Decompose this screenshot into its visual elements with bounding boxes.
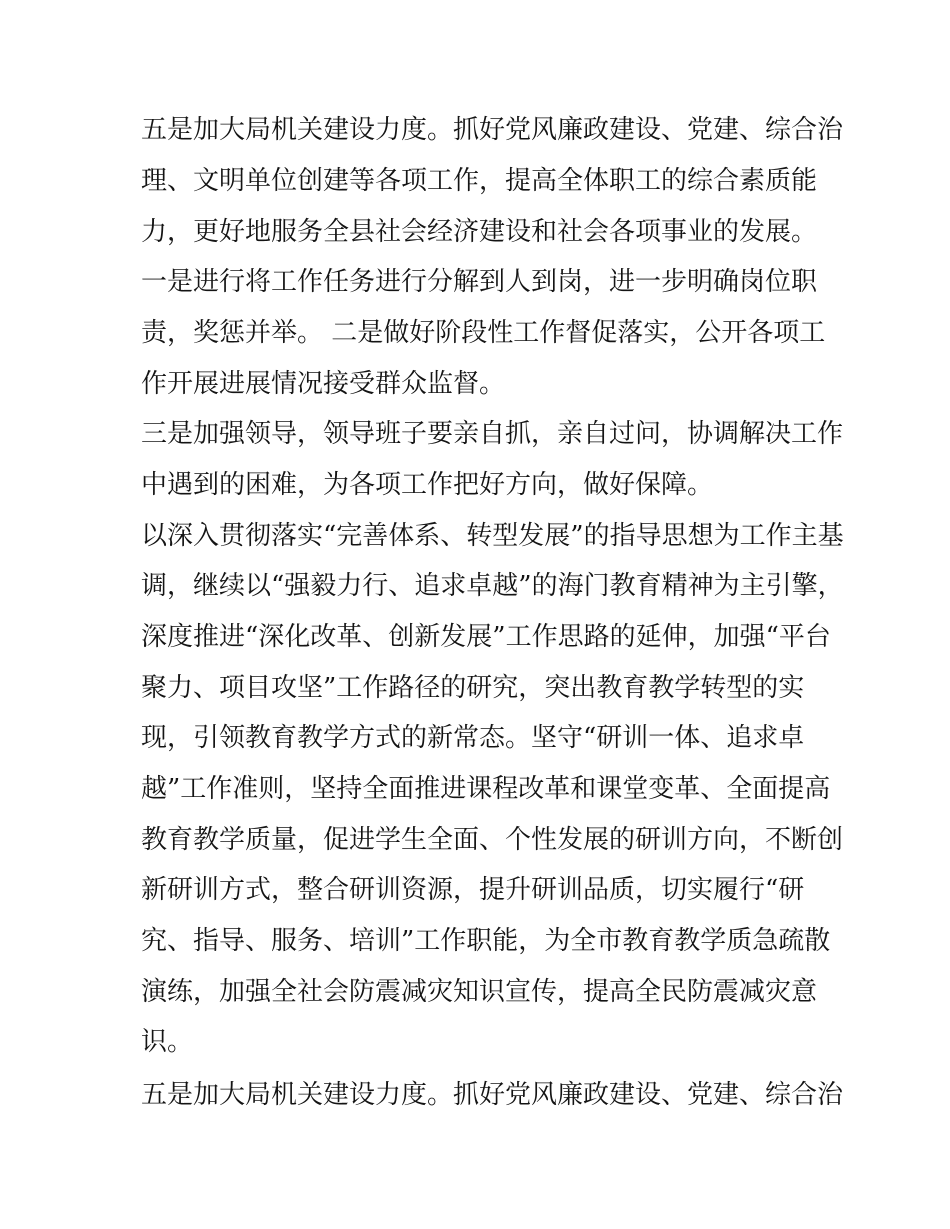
text-line: 识。 bbox=[141, 1027, 194, 1057]
text-line: 新研训方式，整合研训资源，提升研训品质，切实履行“研 bbox=[141, 875, 805, 905]
text-line: 五是加大局机关建设力度。抓好党风廉政建设、党建、综合治 bbox=[141, 1080, 844, 1110]
text-line: 责，奖惩并举。 二是做好阶段性工作督促落实，公开各项工 bbox=[141, 318, 826, 348]
text-line: 教育教学质量，促进学生全面、个性发展的研训方向，不断创 bbox=[141, 825, 844, 855]
text-line: 调，继续以“强毅力行、追求卓越”的海门教育精神为主引擎， bbox=[141, 571, 844, 601]
text-line: 作开展进展情况接受群众监督。 bbox=[141, 369, 506, 399]
text-line: 聚力、项目攻坚”工作路径的研究，突出教育教学转型的实 bbox=[141, 673, 805, 703]
text-line: 五是加大局机关建设力度。抓好党风廉政建设、党建、综合治 bbox=[141, 115, 844, 145]
text-line: 越”工作准则，坚持全面推进课程改革和课堂变革、全面提高 bbox=[141, 774, 831, 804]
text-line: 一是进行将工作任务进行分解到人到岗，进一步明确岗位职 bbox=[141, 267, 818, 297]
text-line: 力，更好地服务全县社会经济建设和社会各项事业的发展。 bbox=[141, 217, 818, 247]
text-line: 演练，加强全社会防震减灾知识宣传，提高全民防震减灾意 bbox=[141, 977, 818, 1007]
text-line: 深度推进“深化改革、创新发展”工作思路的延伸，加强“平台 bbox=[141, 622, 831, 652]
text-line: 三是加强领导，领导班子要亲自抓，亲自过问，协调解决工作 bbox=[141, 419, 844, 449]
text-line: 以深入贯彻落实“完善体系、转型发展”的指导思想为工作主基 bbox=[141, 521, 844, 551]
text-line: 中遇到的困难，为各项工作把好方向，做好保障。 bbox=[141, 470, 714, 500]
text-line: 理、文明单位创建等各项工作，提高全体职工的综合素质能 bbox=[141, 166, 818, 196]
text-line: 现，引领教育教学方式的新常态。坚守“研训一体、追求卓 bbox=[141, 723, 805, 753]
text-line: 究、指导、服务、培训”工作职能，为全市教育教学质急疏散 bbox=[141, 926, 831, 956]
